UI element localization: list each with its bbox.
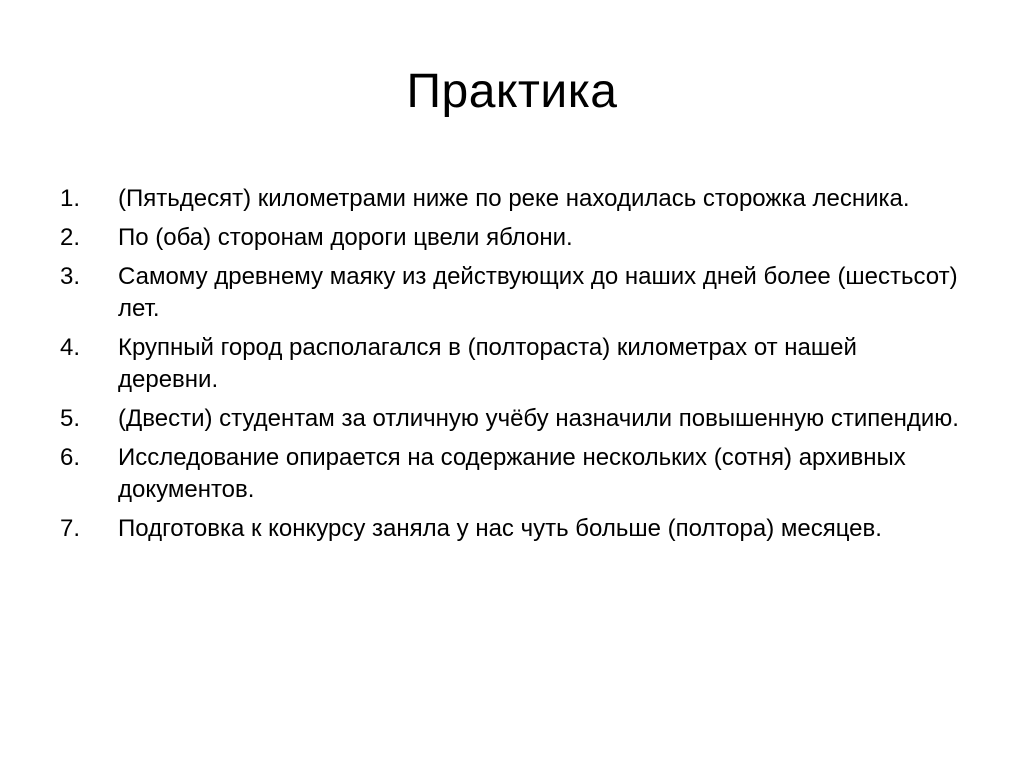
- item-text: Исследование опирается на содержание нескольких (сотня) архивных документов.: [118, 444, 906, 503]
- list-item: [60, 403, 960, 435]
- list-item: [60, 222, 960, 254]
- item-text: Самому древнему маяку из действующих до наших дней более (шестьсот) лет.: [118, 263, 958, 322]
- slide-title: Практика: [406, 65, 618, 118]
- list-item: [60, 332, 960, 396]
- item-number: 4.: [60, 334, 81, 361]
- item-number: 1.: [60, 185, 81, 212]
- list-item: [60, 513, 960, 545]
- item-text: Крупный город располагался в (полтораста) километрах от нашей деревни.: [118, 334, 857, 393]
- item-number: 7.: [60, 515, 81, 542]
- item-text: (Двести) студентам за отличную учёбу назначили повышенную стипендию.: [118, 405, 959, 432]
- list-item: [60, 261, 960, 325]
- item-number: 2.: [60, 224, 81, 251]
- item-number: 6.: [60, 444, 81, 471]
- list-item: [60, 183, 960, 215]
- item-number: 3.: [60, 263, 81, 290]
- item-text: (Пятьдесят) километрами ниже по реке находилась сторожка лесника.: [118, 185, 910, 212]
- item-text: Подготовка к конкурсу заняла у нас чуть больше (полтора) месяцев.: [118, 515, 882, 542]
- exercise-list: [60, 183, 960, 552]
- item-number: 5.: [60, 405, 81, 432]
- list-item: [60, 442, 960, 506]
- item-text: По (оба) сторонам дороги цвели яблони.: [118, 224, 573, 251]
